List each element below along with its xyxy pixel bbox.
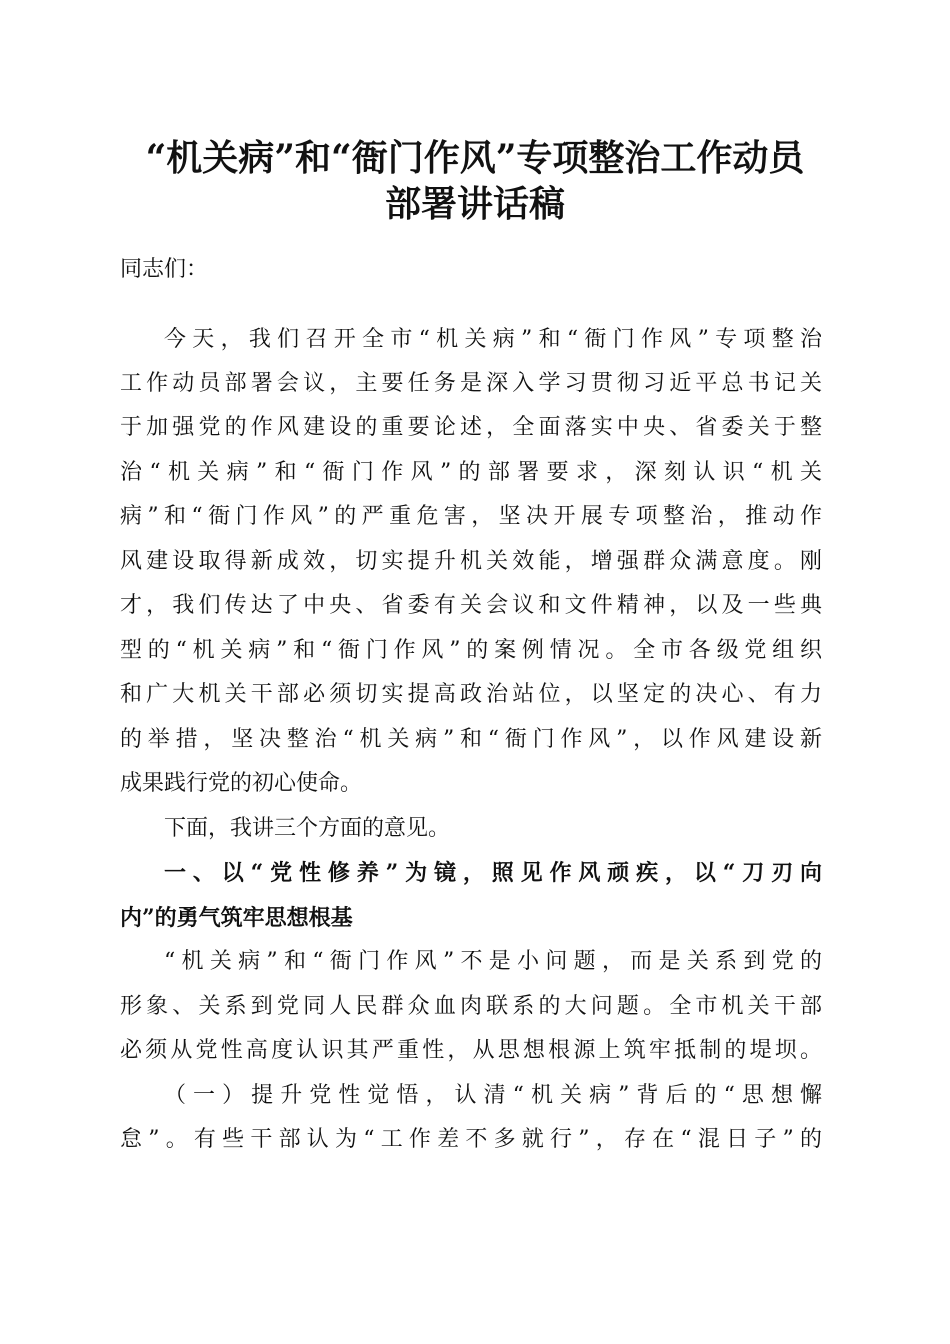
paragraph-line: “机关病”和“衙门作风”不是小问题，而是关系到党的 (164, 949, 822, 974)
paragraph-line: 于加强党的作风建设的重要论述，全面落实中央、省委关于整 (120, 415, 822, 440)
paragraph-line: 今天，我们召开全市“机关病”和“衙门作风”专项整治 (164, 327, 822, 352)
paragraph-line: 下面，我讲三个方面的意见。 (164, 816, 451, 841)
document-title-line-1: “机关病”和“衙门作风”专项整治工作动员 (145, 137, 805, 179)
paragraph-line: 治“机关病”和“衙门作风”的部署要求，深刻认识“机关 (120, 460, 822, 485)
salutation: 同志们： (120, 257, 209, 282)
paragraph-line: 成果践行党的初心使命。 (120, 771, 363, 796)
paragraph-line: （一）提升党性觉悟，认清“机关病”背后的“思想懈 (164, 1083, 822, 1108)
paragraph-line: 怠”。有些干部认为“工作差不多就行”，存在“混日子”的 (120, 1127, 822, 1152)
paragraph-line: 形象、关系到党同人民群众血肉联系的大问题。全市机关干部 (120, 994, 822, 1019)
paragraph-line: 工作动员部署会议，主要任务是深入学习贯彻习近平总书记关 (120, 371, 822, 396)
paragraph-line: 才，我们传达了中央、省委有关会议和文件精神，以及一些典 (120, 593, 822, 618)
paragraph-line: 风建设取得新成效，切实提升机关效能，增强群众满意度。刚 (120, 549, 822, 574)
paragraph-line: 必须从党性高度认识其严重性，从思想根源上筑牢抵制的堤坝。 (120, 1038, 822, 1063)
paragraph-line: 型的“机关病”和“衙门作风”的案例情况。全市各级党组织 (120, 638, 822, 663)
section-heading-line: 一、以“党性修养”为镜，照见作风顽疾，以“刀刃向 (164, 860, 822, 886)
paragraph-line: 和广大机关干部必须切实提高政治站位，以坚定的决心、有力 (120, 682, 822, 707)
paragraph-line: 病”和“衙门作风”的严重危害，坚决开展专项整治，推动作 (120, 504, 822, 529)
section-heading-line: 内”的勇气筑牢思想根基 (120, 905, 353, 931)
paragraph-line: 的举措，坚决整治“机关病”和“衙门作风”，以作风建设新 (120, 727, 822, 752)
document-title-line-2: 部署讲话稿 (384, 183, 565, 225)
